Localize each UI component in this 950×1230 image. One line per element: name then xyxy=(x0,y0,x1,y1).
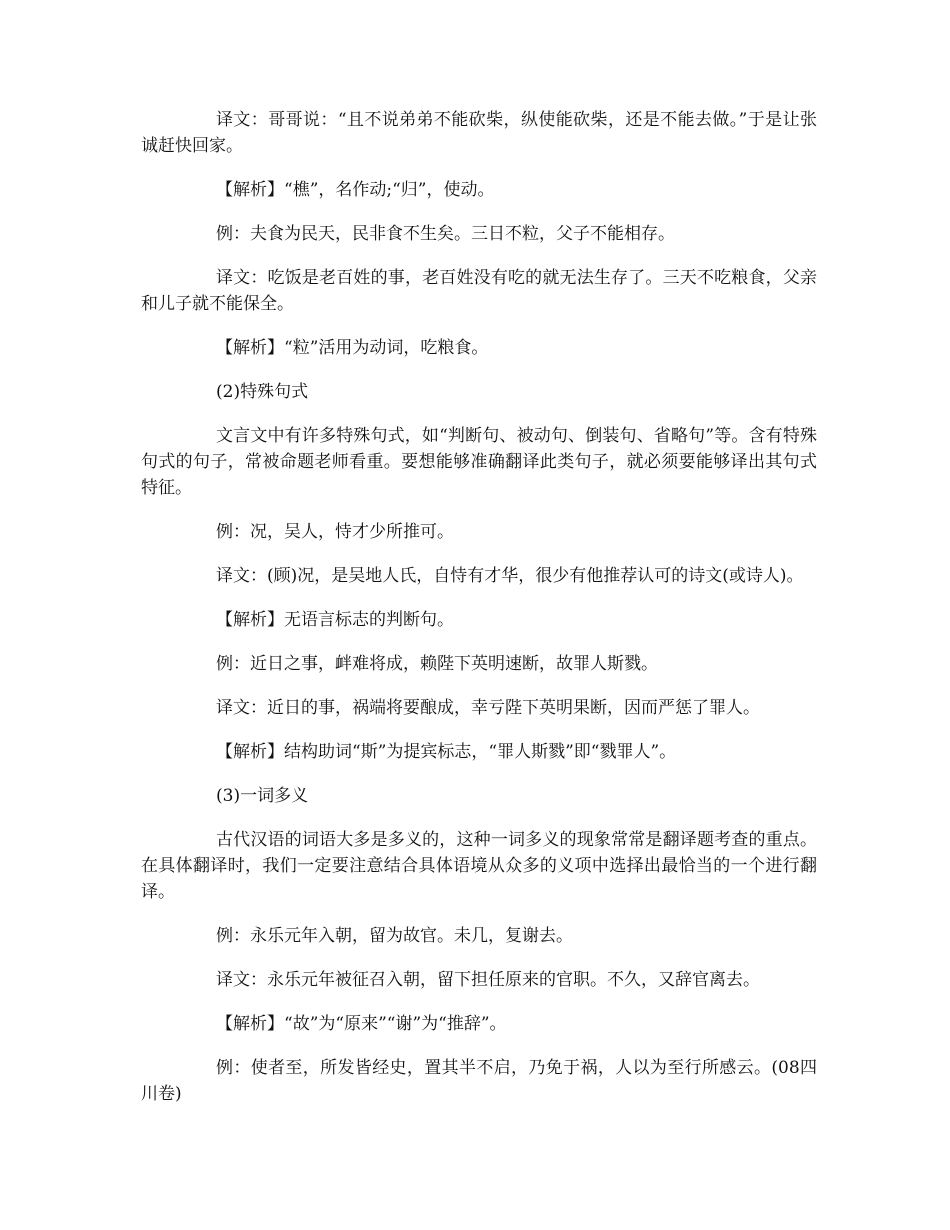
section-heading-special-sentences: (2)特殊句式 xyxy=(216,382,309,402)
paragraph-translation-4: 译文：近日的事，祸端将要酿成，幸亏陛下英明果断，因而严惩了罪人。 xyxy=(216,698,760,718)
paragraph-example-2: 例：况，吴人，恃才少所推可。 xyxy=(216,522,454,542)
paragraph-translation-1: 译文：哥哥说：“且不说弟弟不能砍柴，纵使能砍柴，还是不能去做。”于是让张诚赶快回家。 xyxy=(141,110,817,156)
paragraph-example-5: 例：使者至，所发皆经史，置其半不启，乃免于祸，人以为至行所感云。(08四川卷) xyxy=(141,1058,817,1104)
paragraph-translation-2: 译文：吃饭是老百姓的事，老百姓没有吃的就无法生存了。三天不吃粮食，父亲和儿子就不能保全。 xyxy=(141,268,817,314)
paragraph-analysis-4: 【解析】结构助词“斯”为提宾标志，“罪人斯戮”即“戮罪人”。 xyxy=(216,742,677,762)
paragraph-analysis-5: 【解析】“故”为“原来”“谢”为“推辞”。 xyxy=(216,1014,507,1034)
paragraph-analysis-2: 【解析】“粒”活用为动词，吃粮食。 xyxy=(216,338,489,358)
paragraph-translation-3: 译文：(顾)况，是吴地人氏，自恃有才华，很少有他推荐认可的诗文(或诗人)。 xyxy=(216,566,804,586)
paragraph-explanation-2: 古代汉语的词语大多是多义的，这种一词多义的现象常常是翻译题考查的重点。在具体翻译时，我们一定要注意结合具体语境从众多的义项中选择出最恰当的一个进行翻译。 xyxy=(141,830,817,902)
paragraph-example-1: 例：夫食为民天，民非食不生矣。三日不粒，父子不能相存。 xyxy=(216,224,675,244)
paragraph-analysis-1: 【解析】“樵”，名作动;“归”，使动。 xyxy=(216,180,495,200)
paragraph-analysis-3: 【解析】无语言标志的判断句。 xyxy=(216,610,454,630)
paragraph-example-4: 例：永乐元年入朝，留为故官。未几，复谢去。 xyxy=(216,926,573,946)
paragraph-explanation-1: 文言文中有许多特殊句式，如“判断句、被动句、倒装句、省略句”等。含有特殊句式的句子，常被命题老师看重。要想能够准确翻译此类句子，就必须要能够译出其句式特征。 xyxy=(141,426,817,498)
section-heading-polysemy: (3)一词多义 xyxy=(216,786,309,806)
paragraph-translation-5: 译文：永乐元年被征召入朝，留下担任原来的官职。不久，又辞官离去。 xyxy=(216,970,760,990)
paragraph-example-3: 例：近日之事，衅难将成，赖陛下英明速断，故罪人斯戮。 xyxy=(216,654,658,674)
document-page xyxy=(141,107,817,1125)
